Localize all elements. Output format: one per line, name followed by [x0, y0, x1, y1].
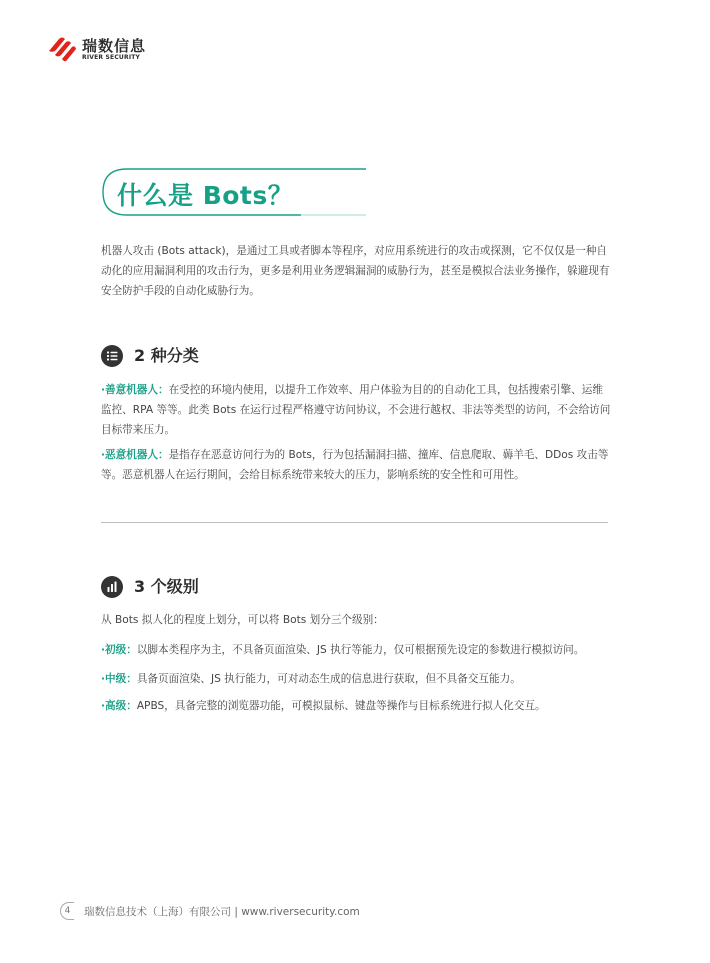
item-text: 以脚本类程序为主，不具备页面渲染、JS 执行等能力，仅可根据预先设定的参数进行模拟访问。 — [136, 644, 585, 656]
list-item-benign-bots — [101, 380, 611, 440]
list-item-level-intermediate — [101, 669, 611, 689]
page-number: 4 — [60, 902, 74, 920]
section-title: 2 种分类 — [134, 346, 199, 365]
list-item-malicious-bots — [101, 445, 611, 485]
logo-english-name: RIVER SECURITY — [82, 54, 141, 61]
item-text: 是指存在恶意访问行为的 Bots，行为包括漏洞扫描、撞库、信息爬取、薅羊毛、DDos 攻击等等。恶意机器人在运行期间，会给目标系统带来较大的压力，影响系统的安全性和可用性。 — [101, 449, 609, 481]
item-text: 在受控的环境内使用，以提升工作效率、用户体验为目的的自动化工具，包括搜索引擎、运维监控、RPA 等等。此类 Bots 在运行过程严格遵守访问协议，不会进行越权、非法等类型的访问，不会给访问目标带来压力。 — [101, 384, 611, 436]
item-label: ·高级： — [101, 700, 137, 712]
section-title: 3 个级别 — [134, 577, 199, 596]
list-item-level-advanced — [101, 696, 611, 716]
bar-chart-icon — [101, 576, 123, 598]
list-icon — [101, 345, 123, 367]
levels-intro: 从 Bots 拟人化的程度上划分，可以将 Bots 划分三个级别： — [101, 614, 384, 626]
item-text: 具备页面渲染、JS 执行能力，可对动态生成的信息进行获取，但不具备交互能力。 — [136, 673, 521, 685]
page-title-block — [101, 167, 369, 218]
intro-paragraph: 机器人攻击 (Bots attack)，是通过工具或者脚本等程序，对应用系统进行的攻击或探测，它不仅仅是一种自动化的应用漏洞利用的攻击行为，更多是利用业务逻辑漏洞的威胁行为，甚至是模拟合法业务操作，躲避现有安全防护手段的自动化威胁行为。 — [101, 245, 610, 297]
footer-company-info: 瑞数信息技术（上海）有限公司 | www.riversecurity.com — [84, 906, 360, 918]
item-text: APBS，具备完整的浏览器功能，可模拟鼠标、键盘等操作与目标系统进行拟人化交互。 — [136, 700, 546, 712]
list-item-level-basic — [101, 640, 611, 660]
item-label: ·中级： — [101, 673, 137, 685]
logo-chinese-name: 瑞数信息 — [82, 37, 147, 55]
river-security-logo-icon — [45, 33, 79, 65]
page-title: 什么是 Bots？ — [117, 181, 294, 210]
item-label: ·初级： — [101, 644, 137, 656]
section-divider — [101, 522, 608, 523]
item-label: ·善意机器人： — [101, 384, 169, 396]
item-label: ·恶意机器人： — [101, 449, 169, 461]
